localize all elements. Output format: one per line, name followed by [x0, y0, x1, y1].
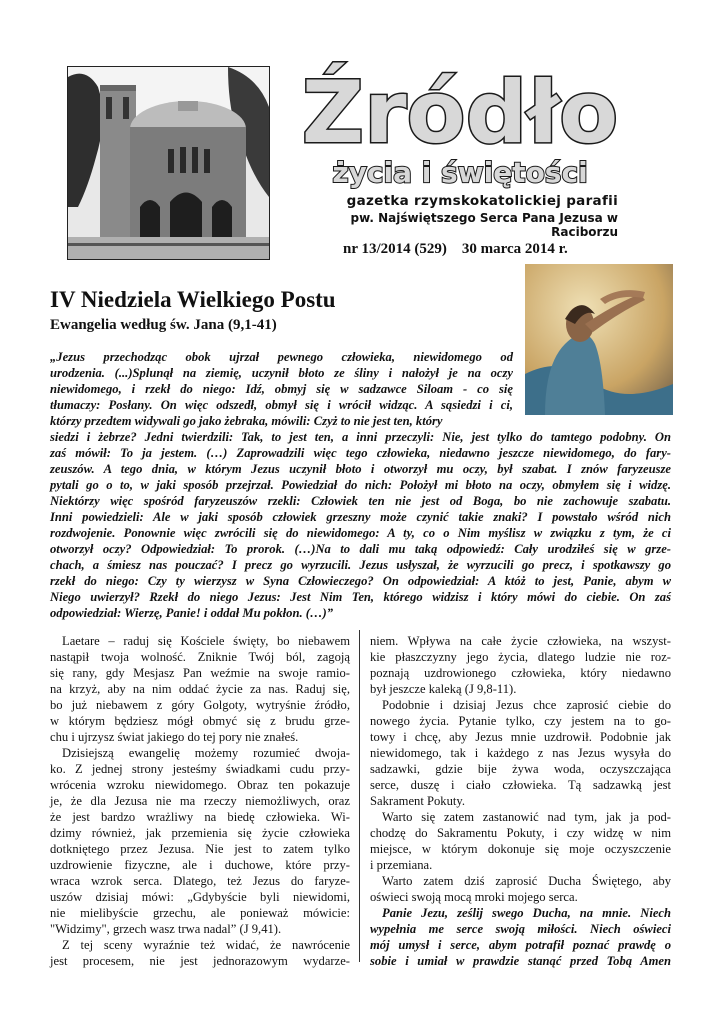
parish-name: pw. Najświętszego Serca Pana Jezusa w Raciborzu	[350, 211, 618, 239]
text-line: wrócenia wzroku niewidomego. Obraz ten pokazuje	[50, 778, 350, 792]
article-headline: IV Niedziela Wielkiego Postu	[50, 287, 336, 312]
text-line: i przemiana.	[370, 858, 433, 872]
gospel-line: Niektórzy więc spośród faryzeuszów rzekli: Człowiek ten nie jest od Boga, bo nie zachowuje szabatu.	[50, 494, 671, 508]
gospel-line: rozdwojenie. Ponownie więc zwrócili się do niewidomego: A ty, co o Nim myślisz w związku z tym, że ci	[50, 526, 671, 540]
text-line: kie płaszczyzny jego życia, dlatego ludzie nie roz-	[370, 650, 671, 664]
prayer-line: wypełnia me serce swoją miłości. Niech oświeci	[370, 922, 671, 936]
prayer-line: sobie i umiał w prawdzie stanąć przed Tobą Amen	[370, 954, 671, 968]
text-line: niem. Wpływa na całe życie człowieka, na wszyst-	[370, 634, 671, 648]
prayer-line: mój umysł i serce, abym potrafił poznać prawdę o	[370, 938, 671, 952]
text-line: dzimy również, jak przemienia się życie człowieka	[50, 826, 350, 840]
text-line: na krzyż, aby na nim oddać życie za nas. Raduj się,	[50, 682, 350, 696]
text-line: miejsce, w którym dokonuje się moje oczyszczenie	[370, 842, 671, 856]
church-photo	[67, 66, 270, 260]
text-line: Z tej sceny wyraźnie też widać, że nawrócenie	[62, 938, 350, 952]
text-line: dotkniętego przez Jezusa. Nie jest to zatem tylko	[50, 842, 350, 856]
text-line: był jeszcze kaleką (J 9,8-11).	[370, 682, 517, 696]
gospel-line: pytali go o to, w jaki sposób przejrzał. Powiedział do nich: Położył mi błoto na oczy, obmyłem się i widzę.	[50, 478, 671, 492]
text-line: wraca wzrok serca. Dlatego, też Jezus do faryze-	[50, 874, 350, 888]
text-line: poznają uzdrowionego człowieka, który niedawno	[370, 666, 671, 680]
gospel-line: urodzenia. (...)Splunął na ziemię, uczynił błoto ze śliny i nałożył je na oczy	[50, 366, 513, 380]
gospel-line: siedzi i żebrze? Jedni twierdzili: Tak, to jest ten, a inni przeczyli: Nie, jest tylko do tamtego podobny. On	[50, 430, 671, 444]
text-line: Podobnie i dzisiaj Jezus chce zaprosić ciebie do	[382, 698, 671, 712]
text-line: Warto zatem dziś zaprosić Ducha Świętego, aby	[382, 874, 671, 888]
subtitle-text: życia i świętości	[332, 156, 588, 189]
text-line: towy i chcę, aby Jezus mnie uzdrowił. Podobnie jak	[370, 730, 671, 744]
text-line: ko. Z jednej strony jesteśmy świadkami cudu przy-	[50, 762, 350, 776]
text-line: że jest bardzo wrażliwy na biedę człowieka. Wi-	[50, 810, 350, 824]
text-line: serce, duszę i ciało człowieka. Tą sadzawką jest	[370, 778, 671, 792]
text-line: nie mielibyście grzechu, ale ponieważ mówicie:	[50, 906, 350, 920]
text-line: je, że dla Jezusa nie ma rzeczy niemożliwych, oraz	[50, 794, 350, 808]
issue-date: 30 marca 2014 r.	[461, 241, 568, 257]
gospel-line: odpowiedział: Wierzę, Panie! i oddał Mu pokłon. (…)”	[50, 606, 334, 620]
text-line: uzdrowienie fizyczne, ale i duchowe, które przy-	[50, 858, 350, 872]
gospel-line: Niego uwierzył? Rzekł do niego Jezus: Jest Nim Ten, którego widzisz i który mówi do ciebie. On zaś	[50, 590, 671, 604]
text-line: jest procesem, nie jest jednorazowym wydarze-	[50, 954, 350, 968]
text-line: sadzawki, gdzie bije żywa woda, oczyszczająca	[370, 762, 671, 776]
gospel-line: rzekł do niego: Czy ty wierzysz w Syna Człowieczego? On odpowiedział: A któż to jest, Panie, abym w	[50, 574, 671, 588]
gospel-reference: Ewangelia według św. Jana (9,1-41)	[50, 317, 277, 333]
gospel-line: Inni powiedzieli: Ale w jaki sposób człowiek grzeszny może czynić takie znaki? I powstało wśród nich	[50, 510, 671, 524]
text-line: Dzisiejszą ewangelię możemy rozumieć dwoja-	[62, 746, 350, 760]
gospel-line: otworzył oczy? Odpowiedział: To prorok. (…)Na to dali mu taką odpowiedź: Cały urodziłeś się w grze-	[50, 542, 671, 556]
issue-info	[343, 241, 568, 258]
gospel-line: chach, a śmiesz nas pouczać? I precz go wyrzucili. Jezus usłyszał, że wyrzucili go precz, i spotkawszy go	[50, 558, 671, 572]
masthead-subtitle	[300, 152, 620, 192]
text-line: uszów dzisiaj mówi: „Gdybyście byli niewidomi,	[50, 890, 350, 904]
tagline: gazetka rzymskokatolickiej parafii	[346, 193, 618, 209]
masthead-title	[288, 50, 628, 160]
text-line: niewidomego, tak i każdego z nas Jezus wysyła do	[370, 746, 671, 760]
text-line: "Widzimy", grzech wasz trwa nadal” (J 9,41).	[50, 922, 282, 936]
gospel-line: tłumaczy: Posłany. On więc odszedł, obmył się i wrócił widząc. A sąsiedzi i ci,	[50, 398, 513, 412]
gospel-line: niewidomego, i rzekł do niego: Idź, obmyj się w sadzawce Siloam - co się	[50, 382, 513, 396]
text-line: Warto się zatem zastanowić nad tym, jak ja pod-	[382, 810, 671, 824]
column-divider	[359, 630, 360, 962]
text-line: nastąpił twoja wolność. Zniknie Twój ból, zagoją	[50, 650, 350, 664]
gospel-line: zaś mówił: To ja jestem. (…) Zaprowadzili więc tego człowieka, niedawno jeszcze niewidomego, do fary-	[50, 446, 671, 460]
text-line: bo już niebawem z góry Golgoty, wytryśnie źródło,	[50, 698, 350, 712]
text-line: Laetare – raduj się Kościele święty, bo niebawem	[62, 634, 350, 648]
text-line: się rany, gdy Mesjasz Pan weźmie na swoje ramio-	[50, 666, 350, 680]
title-text: Źródło	[301, 63, 619, 160]
gospel-line: „Jezus przechodząc obok ujrzał pewnego człowieka, niewidomego od	[50, 350, 513, 364]
text-line: Sakrament Pokuty.	[370, 794, 466, 808]
text-line: oświeci swoją mocą mroki mojego serca.	[370, 890, 578, 904]
text-line: nowego życia. Pytanie tylko, czy jestem na to go-	[370, 714, 671, 728]
prayer-line: Panie Jezu, ześlij swego Ducha, na mnie. Niech	[382, 906, 671, 920]
issue-number: nr 13/2014 (529)	[343, 241, 447, 257]
text-line: w którym będziesz mógł obmyć się z brudu grze-	[50, 714, 350, 728]
healing-illustration	[525, 264, 673, 415]
text-line: chu i ujrzysz świat jakiego do tej pory nie znałeś.	[50, 730, 299, 744]
gospel-line: zeuszów. A tego dnia, w którym Jezus uczynił błoto i otworzył mu oczy, był szabat. I znów faryzeusze	[50, 462, 671, 476]
text-line: chodzę do Sakramentu Pokuty, i czy widzę w nim	[370, 826, 671, 840]
gospel-line: którzy przedtem widywali go jako żebraka, mówili: Czyż to nie jest ten, który	[50, 414, 443, 428]
